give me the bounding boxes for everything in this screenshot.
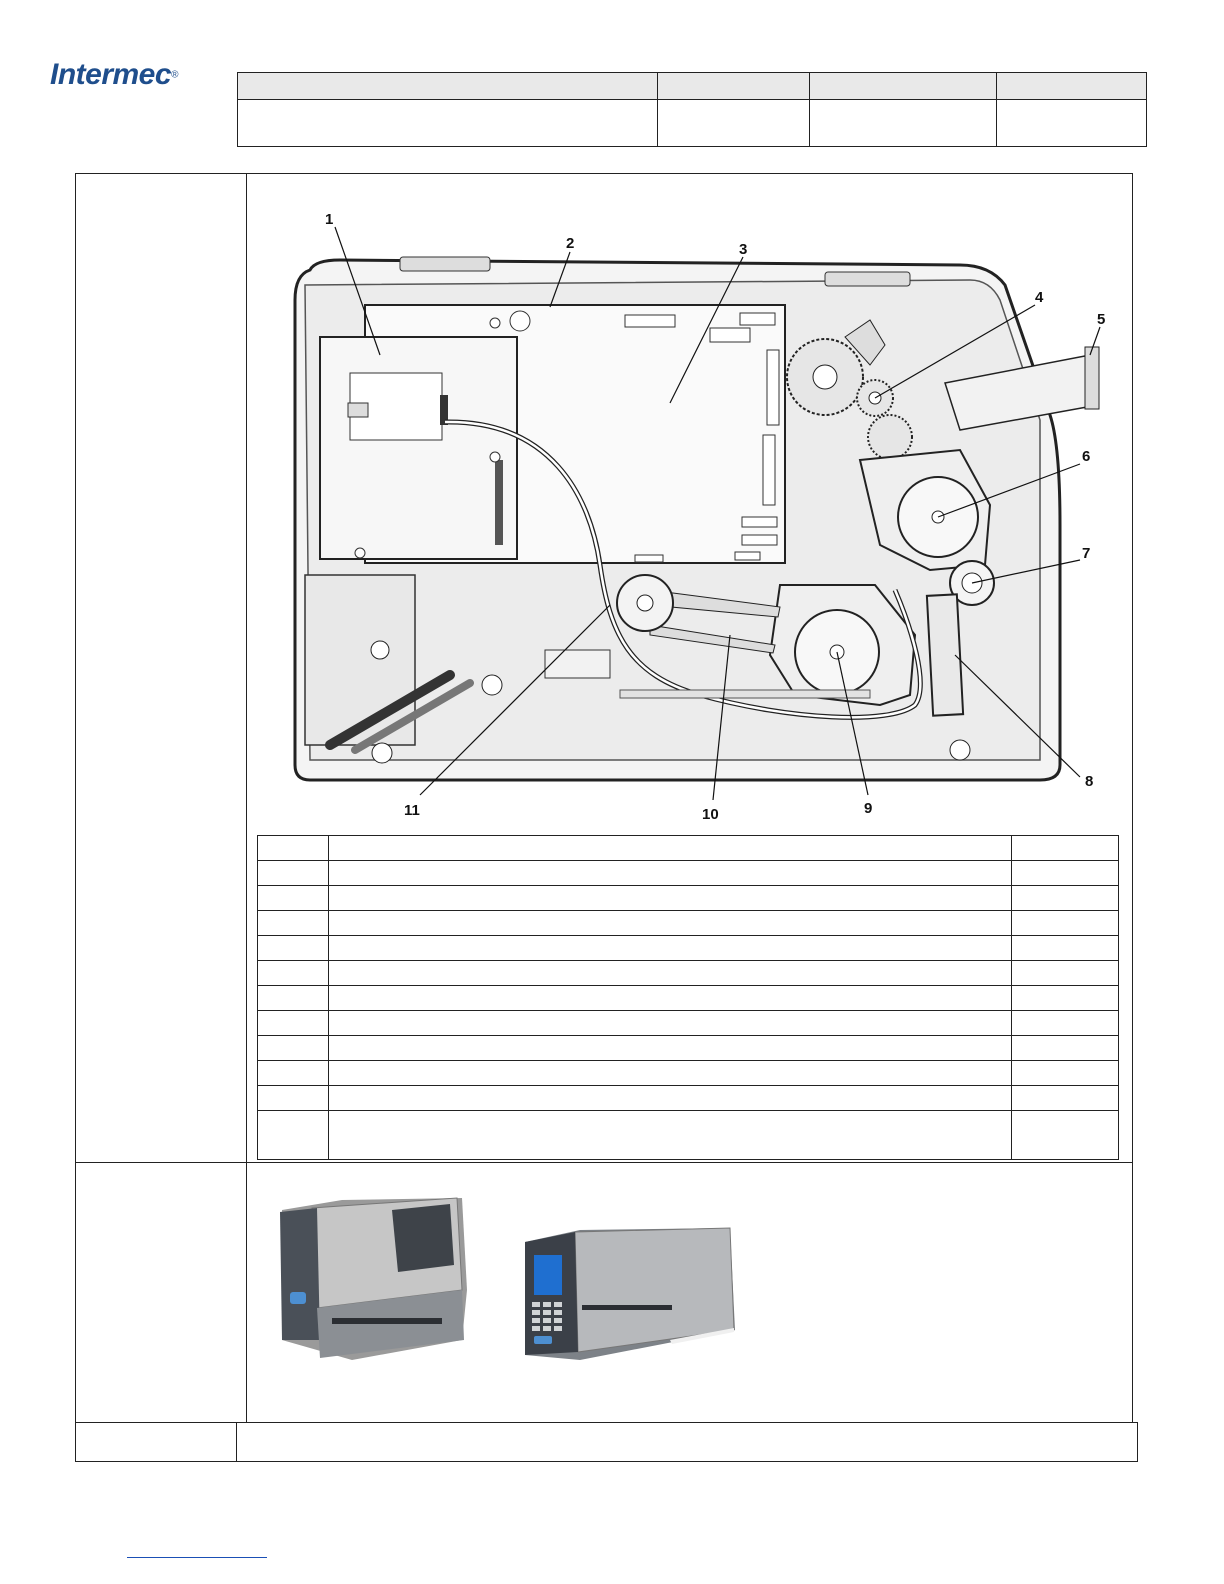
table-cell [1012, 936, 1119, 961]
board-hole [490, 452, 500, 462]
callout-5: 5 [1097, 311, 1106, 328]
table-cell [1012, 836, 1119, 861]
mount-screw [372, 743, 392, 763]
board-connector [742, 517, 777, 527]
table-cell [1012, 886, 1119, 911]
callout-10: 10 [702, 806, 719, 823]
table-cell [329, 986, 1012, 1011]
table-cell [329, 1086, 1012, 1111]
table-row [258, 1061, 1119, 1086]
top-tab [825, 272, 910, 286]
option-board [320, 337, 517, 559]
board-hole [510, 311, 530, 331]
bottom-row [75, 1422, 1138, 1462]
pulley-hub [637, 595, 653, 611]
table-cell [329, 1111, 1012, 1160]
header-cell [658, 73, 810, 100]
callout-3: 3 [739, 241, 748, 258]
callout-11: 11 [404, 802, 420, 819]
logo-text: Intermec [50, 58, 172, 91]
callout-8: 8 [1085, 773, 1094, 790]
header-cell [810, 73, 997, 100]
header-cell [658, 100, 810, 147]
board-connector [735, 552, 760, 560]
callout-7: 7 [1082, 545, 1091, 562]
table-cell [1012, 961, 1119, 986]
label-column-divider [246, 173, 247, 1423]
board-hole [490, 318, 500, 328]
table-cell [329, 1036, 1012, 1061]
mechanism-hole [371, 641, 389, 659]
board-connector [740, 313, 775, 325]
header-cell [238, 100, 658, 147]
feed-button [534, 1336, 552, 1344]
header-cell [238, 73, 658, 100]
printer-photo-pm43 [272, 1190, 477, 1365]
table-cell [329, 861, 1012, 886]
table-row [258, 1036, 1119, 1061]
ribbon-connector [1085, 347, 1099, 409]
small-gear [868, 415, 912, 459]
callout-2: 2 [566, 235, 575, 252]
table-row [258, 886, 1119, 911]
table-row [258, 911, 1119, 936]
table-cell [258, 1061, 329, 1086]
tear-bar [620, 690, 870, 698]
table-row [258, 861, 1119, 886]
table-cell [258, 1011, 329, 1036]
footer-link[interactable] [127, 1557, 267, 1558]
mount-screw [950, 740, 970, 760]
bottom-row-divider [236, 1422, 237, 1462]
printer-front-panel [280, 1208, 320, 1340]
registered-mark: ® [171, 69, 179, 81]
table-cell [258, 861, 329, 886]
board-connector [635, 555, 663, 562]
table-cell [1012, 986, 1119, 1011]
table-cell [1012, 1061, 1119, 1086]
table-cell [329, 936, 1012, 961]
callout-4: 4 [1035, 289, 1044, 306]
label-exit-slot [582, 1305, 672, 1310]
board-connector [625, 315, 675, 327]
callout-1: 1 [325, 211, 334, 228]
table-cell [329, 886, 1012, 911]
top-tab [400, 257, 490, 271]
table-cell [258, 1111, 329, 1160]
table-cell [329, 911, 1012, 936]
table-cell [258, 886, 329, 911]
callout-9: 9 [864, 800, 873, 817]
table-cell [1012, 1011, 1119, 1036]
header-label-row [238, 73, 1147, 100]
table-cell [258, 836, 329, 861]
module-connector [348, 403, 368, 417]
table-cell [1012, 1086, 1119, 1111]
table-row [258, 986, 1119, 1011]
table-cell [258, 936, 329, 961]
board-connector [767, 350, 779, 425]
table-cell [329, 961, 1012, 986]
table-row [258, 1011, 1119, 1036]
table-row [258, 936, 1119, 961]
table-cell [1012, 1111, 1119, 1160]
label-exit-slot [332, 1318, 442, 1324]
parts-header-row [258, 836, 1119, 861]
color-display [534, 1255, 562, 1295]
table-cell [329, 1061, 1012, 1086]
printer-photo-pm43c [520, 1220, 740, 1370]
header-cell [810, 100, 997, 147]
header-cell [997, 73, 1147, 100]
table-cell [258, 911, 329, 936]
table-cell [258, 986, 329, 1011]
parts-table [257, 835, 1119, 1160]
table-cell [258, 961, 329, 986]
intermec-logo [50, 58, 210, 98]
table-row [258, 1086, 1119, 1111]
mount-screw [482, 675, 502, 695]
board-hole [355, 548, 365, 558]
callout-6: 6 [1082, 448, 1091, 465]
section-divider [75, 1162, 1133, 1163]
table-row [258, 961, 1119, 986]
printer-interior-diagram [270, 205, 1110, 830]
table-cell [258, 1086, 329, 1111]
gear-hub [813, 365, 837, 389]
sensor-8 [927, 594, 963, 715]
feed-button [290, 1292, 306, 1304]
table-cell [1012, 861, 1119, 886]
table-row [258, 1111, 1119, 1160]
board-connector [710, 328, 750, 342]
printer-window [392, 1204, 454, 1272]
board-connector [763, 435, 775, 505]
table-cell [1012, 911, 1119, 936]
table-cell [1012, 1036, 1119, 1061]
header-cell [997, 100, 1147, 147]
header-info-table [237, 72, 1147, 147]
header-value-row [238, 100, 1147, 147]
label-slot [545, 650, 610, 678]
board-connector [742, 535, 777, 545]
board-edge-connector [495, 460, 503, 545]
table-cell [258, 1036, 329, 1061]
table-cell [329, 836, 1012, 861]
table-cell [329, 1011, 1012, 1036]
print-mechanism [305, 575, 415, 745]
